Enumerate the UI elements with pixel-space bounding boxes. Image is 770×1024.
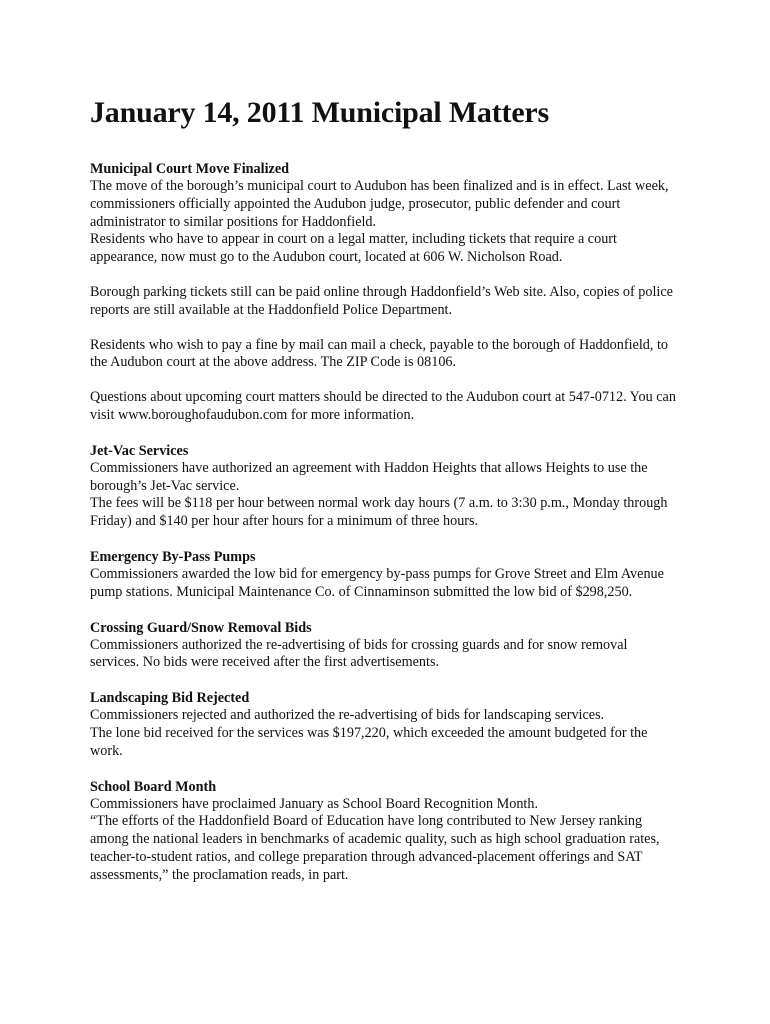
section-heading: Municipal Court Move Finalized bbox=[90, 161, 290, 177]
section-paragraph: Borough parking tickets still can be paid online through Haddonfield’s Web site. Also, copies of police reports are still available at the Haddonfield Police Department. bbox=[90, 283, 673, 318]
section-paragraph: Commissioners have authorized an agreement with Haddon Heights that allows Heights to use the borough’s Jet-Vac service. bbox=[90, 459, 648, 494]
section-landscaping bbox=[90, 689, 680, 760]
section-paragraph: “The efforts of the Haddonfield Board of Education have long contributed to New Jersey ranking among the national leaders in benchmarks of academic quality, such as high school graduation rates, teacher-to-student ratios, and college preparation through advanced-placement offerings and SAT assessments,” the proclamation reads, in part. bbox=[90, 813, 660, 883]
section-paragraph: The lone bid received for the services was $197,220, which exceeded the amount budgeted for the work. bbox=[90, 724, 648, 759]
section-crossing-guard bbox=[90, 619, 680, 673]
section-heading: School Board Month bbox=[90, 778, 217, 795]
section-paragraph: Residents who have to appear in court on a legal matter, including tickets that require a court appearance, now must go to the Audubon court, located at 606 W. Nicholson Road. bbox=[90, 231, 617, 266]
section-paragraph: Commissioners authorized the re-advertising of bids for crossing guards and for snow removal services. No bids were received after the first advertisements. bbox=[90, 636, 628, 671]
section-paragraph: Commissioners awarded the low bid for emergency by-pass pumps for Grove Street and Elm Avenue pump stations. Municipal Maintenance Co. of Cinnaminson submitted the low bid of $298,250. bbox=[90, 565, 664, 600]
section-municipal-court bbox=[90, 160, 680, 425]
section-paragraph: The fees will be $118 per hour between normal work day hours (7 a.m. to 3:30 p.m., Monday through Friday) and $140 per hour after hours for a minimum of three hours. bbox=[90, 495, 668, 530]
section-jet-vac bbox=[90, 442, 680, 531]
section-paragraph: Commissioners have proclaimed January as School Board Recognition Month. bbox=[90, 795, 539, 812]
section-paragraph: The move of the borough’s municipal court to Audubon has been finalized and is in effect. Last week, commissioners officially appointed the Audubon judge, prosecutor, public defender and court administrator to similar positions for Haddonfield. bbox=[90, 178, 669, 230]
section-heading: Landscaping Bid Rejected bbox=[90, 690, 250, 707]
document-page bbox=[90, 94, 680, 902]
section-paragraph: Residents who wish to pay a fine by mail can mail a check, payable to the borough of Haddonfield, to the Audubon court at the above address. The ZIP Code is 08106. bbox=[90, 336, 668, 371]
section-heading: Crossing Guard/Snow Removal Bids bbox=[90, 619, 312, 636]
section-school-board bbox=[90, 778, 680, 885]
section-heading: Jet-Vac Services bbox=[90, 442, 189, 459]
document-title: January 14, 2011 Municipal Matters bbox=[90, 96, 550, 129]
section-paragraph: Questions about upcoming court matters should be directed to the Audubon court at 547-0712. You can visit www.boroughofaudubon.com for more information. bbox=[90, 389, 676, 423]
section-paragraph: Commissioners rejected and authorized the re-advertising of bids for landscaping services. bbox=[90, 707, 605, 724]
section-heading: Emergency By-Pass Pumps bbox=[90, 548, 256, 565]
section-bypass-pumps bbox=[90, 548, 680, 602]
